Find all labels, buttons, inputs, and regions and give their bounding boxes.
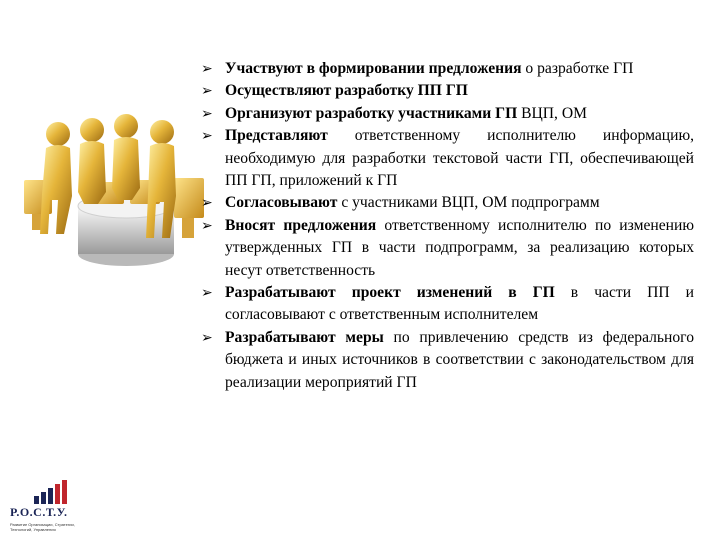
gold-figures-computers-icon [14,104,209,272]
arrow-bullet-icon: ➢ [201,329,213,346]
arrow-bullet-icon: ➢ [201,285,213,302]
list-item [201,192,694,214]
logo-name: Р.О.С.Т.У. [10,505,68,519]
item-bold: Вносят предложения [225,216,377,234]
item-text: ВЦП, ОМ [517,104,587,122]
arrow-bullet-icon: ➢ [201,128,213,145]
item-bold: Представляют [225,127,328,145]
item-bold: Осуществляют разработку ПП ГП [225,82,468,100]
list-item [201,215,694,282]
list-item [201,327,694,394]
item-text: о разработке ГП [521,60,634,77]
arrow-bullet-icon: ➢ [201,83,213,100]
list-item [201,80,694,102]
item-bold: Согласовывают [225,194,338,212]
arrow-bullet-icon: ➢ [201,61,213,77]
item-text: в части ПП и согласовывают с ответственным исполнителем [225,284,694,324]
item-bold: Участвуют в формировании предложения [225,60,522,77]
logo-subtitle: Развитие Организации, Стратегии, Технологий, Управления [10,522,75,532]
arrow-bullet-icon: ➢ [201,195,213,212]
bar-chart-logo-icon [32,480,72,504]
item-text: по привлечению средств из федерального бюджета и иных источников в соответствии с законодательством для реализации мероприятий ГП [225,328,694,391]
item-bold: Разрабатывают проект изменений в ГП [225,284,555,302]
responsibilities-list [201,58,694,394]
list-item [201,282,694,327]
list-item [201,103,694,125]
item-text: с участниками ВЦП, ОМ подпрограмм [337,194,600,212]
list-item [201,58,694,80]
list-item [201,125,694,192]
item-text: ответственному исполнителю по изменению утвержденных ГП в части подпрограмм, за реализацию которых несут ответственность [225,216,694,279]
rostu-logo [10,480,86,538]
arrow-bullet-icon: ➢ [201,217,213,234]
item-bold: Организуют разработку участниками ГП [225,104,518,122]
arrow-bullet-icon: ➢ [201,105,213,122]
item-text: ответственному исполнителю информацию, необходимую для разработки текстовой части ГП, обеспечивающей ПП ГП, приложений к ГП [225,127,694,190]
item-bold: Разрабатывают меры [225,328,384,346]
